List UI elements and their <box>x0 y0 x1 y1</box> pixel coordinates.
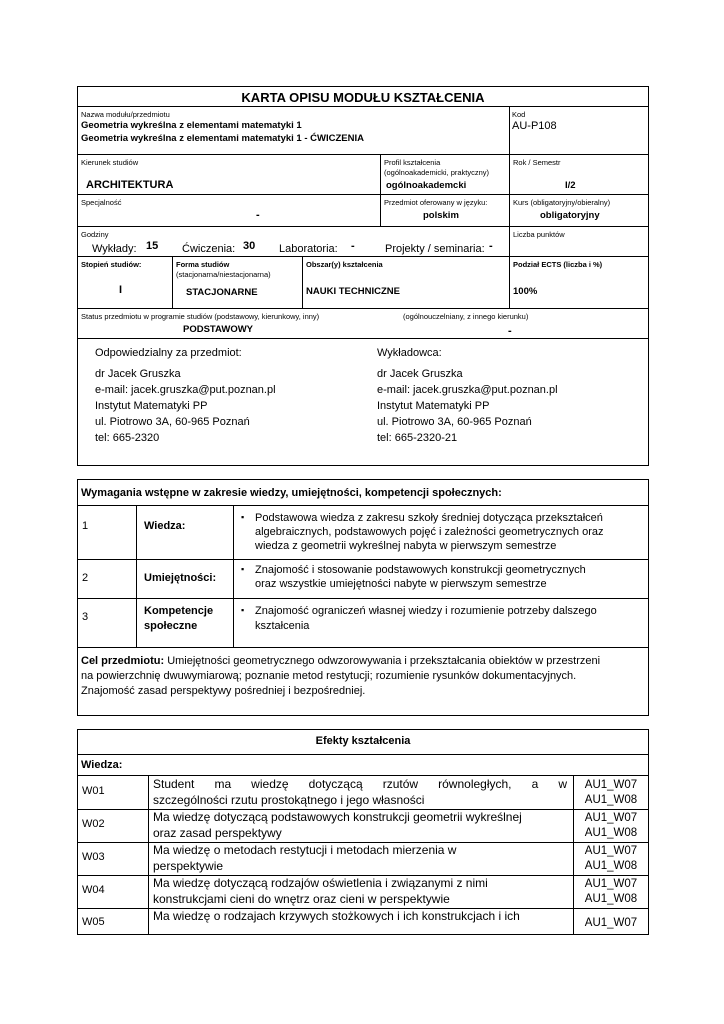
lecturer-line: Instytut Matematyki PP <box>377 400 490 412</box>
status-value: PODSTAWOWY <box>183 324 254 335</box>
field-label: Kierunek studiów <box>81 158 139 167</box>
divider <box>509 226 510 256</box>
card-title: KARTA OPISU MODUŁU KSZTAŁCENIA <box>241 90 485 105</box>
effect-line: Ma wiedzę dotyczącą rodzajów oświetlenia i związanymi z nimi <box>153 876 488 890</box>
requirement-line: wiedza z geometrii wykreślnej nabyta w pierwszym semestrze <box>255 540 557 552</box>
general-value: - <box>508 325 512 337</box>
divider <box>509 256 510 308</box>
responsible-line: ul. Piotrowo 3A, 60-965 Poznań <box>95 416 250 428</box>
requirement-num: 3 <box>82 611 89 623</box>
lecturer-line: e-mail: jacek.gruszka@put.poznan.pl <box>377 384 558 396</box>
requirement-label: Kompetencje <box>144 605 214 617</box>
ects-value: 100% <box>513 286 538 297</box>
spec-label: Specjalność <box>81 198 122 207</box>
divider <box>148 775 149 935</box>
goal-line: na powierzchnię dwuwymiarową; poznanie metod restytucji; rozumienie rysunków dokumentacyjnych. <box>81 670 577 682</box>
divider <box>77 754 649 755</box>
divider <box>77 194 649 195</box>
lab-label: Laboratoria: <box>279 243 338 255</box>
effect-id: W03 <box>82 851 105 863</box>
degree-value: I <box>119 284 123 296</box>
lecturer-label: Wykładowca: <box>377 347 442 359</box>
responsible-line: Instytut Matematyki PP <box>95 400 208 412</box>
goal-label: Cel przedmiotu: <box>81 655 165 667</box>
bullet-icon: ▪ <box>241 605 245 615</box>
effect-line: Ma wiedzę o rodzajach krzywych stożkowych i ich konstrukcjach i ich <box>153 909 520 923</box>
status-label: Status przedmiotu w programie studiów (podstawowy, kierunkowy, inny) <box>81 312 320 321</box>
divider <box>302 256 303 308</box>
effect-code: AU1_W07 <box>584 878 638 890</box>
effect-code: AU1_W08 <box>584 827 638 839</box>
code-label: Kod <box>512 110 526 119</box>
form-sub: (stacjonarna/niestacjonarna) <box>176 270 271 279</box>
effect-line: szczególności rzutu prostokątnego i jego własności <box>153 793 425 807</box>
requirement-line: oraz wszystkie umiejętności nabyte w pierwszym semestrze <box>255 578 547 590</box>
effect-line: Student ma wiedzę dotyczącą rzutów równoległych, a w <box>153 777 567 791</box>
field-value: ARCHITEKTURA <box>86 179 174 191</box>
year-label: Rok / Semestr <box>513 158 561 167</box>
lecturer-line: ul. Piotrowo 3A, 60-965 Poznań <box>377 416 532 428</box>
lecturer-line: dr Jacek Gruszka <box>377 368 463 380</box>
divider <box>77 647 649 648</box>
responsible-line: dr Jacek Gruszka <box>95 368 181 380</box>
code-value: AU-P108 <box>512 120 557 132</box>
requirement-label: społeczne <box>144 620 198 632</box>
ects-points-label: Liczba punktów <box>513 230 565 239</box>
lab-value: - <box>351 240 355 252</box>
divider <box>77 559 649 560</box>
requirement-line: Podstawowa wiedza z zakresu szkoły średniej dotycząca przekształceń <box>255 512 603 524</box>
spec-value: - <box>256 209 260 221</box>
language-value: polskim <box>423 210 459 221</box>
goal-line: Znajomość zasad perspektywy pośredniej i bezpośredniej. <box>81 685 366 697</box>
divider <box>77 775 649 776</box>
module-name-label: Nazwa modułu/przedmiotu <box>81 110 170 119</box>
divider <box>380 154 381 194</box>
ects-label: Podział ECTS (liczba i %) <box>513 260 603 269</box>
divider <box>77 338 649 339</box>
effect-line: Ma wiedzę dotyczącą podstawowych konstrukcji geometrii wykreślnej <box>153 810 522 824</box>
effect-line: oraz zasad perspektywy <box>153 826 282 840</box>
profile-sub: (ogólnoakademicki, praktyczny) <box>384 168 490 177</box>
exercises-label: Ćwiczenia: <box>182 243 236 255</box>
divider <box>509 154 510 226</box>
divider <box>77 308 649 309</box>
effect-code: AU1_W08 <box>584 794 638 806</box>
requirement-label: Wiedza: <box>144 520 186 532</box>
divider <box>136 505 137 647</box>
requirement-line: Znajomość i stosowanie podstawowych konstrukcji geometrycznych <box>255 564 586 576</box>
divider <box>77 505 649 506</box>
general-label: (ogólnouczelniany, z innego kierunku) <box>403 312 529 321</box>
effect-id: W01 <box>82 785 105 797</box>
language-label: Przedmiot oferowany w języku: <box>384 198 488 207</box>
effect-code: AU1_W07 <box>584 779 638 791</box>
profile-value: ogólnoakademcki <box>386 180 467 191</box>
divider <box>380 194 381 226</box>
projects-label: Projekty / seminaria: <box>385 243 485 255</box>
requirement-num: 1 <box>82 520 89 532</box>
bullet-icon: ▪ <box>241 512 245 522</box>
degree-label: Stopień studiów: <box>81 260 142 269</box>
requirement-line: Znajomość ograniczeń własnej wiedzy i rozumienie potrzeby dalszego <box>255 605 597 617</box>
form-label: Forma studiów <box>176 260 230 269</box>
module-name-1: Geometria wykreślna z elementami matematyki 1 <box>81 120 302 131</box>
requirement-label: Umiejętności: <box>144 572 217 584</box>
responsible-line: tel: 665-2320 <box>95 432 160 444</box>
effect-code: AU1_W07 <box>584 812 638 824</box>
effect-code: AU1_W08 <box>584 860 638 872</box>
hours-label: Godziny <box>81 230 109 239</box>
divider <box>77 154 649 155</box>
module-name-2: Geometria wykreślna z elementami matematyki 1 - ĆWICZENIA <box>81 133 364 144</box>
divider <box>77 256 649 257</box>
goal-text: Umiejętności geometrycznego odwzorowywania i przekształcania obiektów w przestrzeni <box>167 655 601 667</box>
effect-code: AU1_W07 <box>584 917 638 929</box>
effect-line: perspektywie <box>153 859 224 873</box>
divider <box>172 256 173 308</box>
responsible-line: e-mail: jacek.gruszka@put.poznan.pl <box>95 384 276 396</box>
course-label: Kurs (obligatoryjny/obieralny) <box>513 198 611 207</box>
effect-line: Ma wiedzę o metodach restytucji i metodach mierzenia w <box>153 843 457 857</box>
area-label: Obszar(y) kształcenia <box>306 260 383 269</box>
lecturer-line: tel: 665-2320-21 <box>377 432 458 444</box>
effect-id: W05 <box>82 916 105 928</box>
profile-label: Profil kształcenia <box>384 158 441 167</box>
effects-header: Efekty kształcenia <box>315 735 411 747</box>
divider <box>77 598 649 599</box>
divider <box>509 106 510 154</box>
form-value: STACJONARNE <box>186 287 258 298</box>
requirement-line: kształcenia <box>255 620 310 632</box>
projects-value: - <box>489 240 493 252</box>
requirements-header: Wymagania wstępne w zakresie wiedzy, umiejętności, kompetencji społecznych: <box>81 487 502 499</box>
responsible-label: Odpowiedzialny za przedmiot: <box>95 347 242 359</box>
bullet-icon: ▪ <box>241 564 245 574</box>
course-value: obligatoryjny <box>540 210 600 221</box>
requirement-num: 2 <box>82 572 89 584</box>
effect-code: AU1_W08 <box>584 893 638 905</box>
exercises-value: 30 <box>243 240 256 252</box>
divider <box>77 106 649 107</box>
goal-line <box>81 655 600 668</box>
effect-id: W04 <box>82 884 105 896</box>
effect-code: AU1_W07 <box>584 845 638 857</box>
requirement-line: algebraicznych, podstawowych pojęć i zależności geometrycznych oraz <box>255 526 604 538</box>
effects-section-label: Wiedza: <box>81 759 123 771</box>
effect-id: W02 <box>82 818 105 830</box>
area-value: NAUKI TECHNICZNE <box>306 286 400 297</box>
year-value: I/2 <box>565 180 576 191</box>
effect-line: konstrukcjami cieni do wnętrz oraz cieni w perspektywie <box>153 892 450 906</box>
divider <box>77 226 649 227</box>
divider <box>233 505 234 647</box>
lectures-label: Wykłady: <box>92 243 137 255</box>
lectures-value: 15 <box>146 240 159 252</box>
